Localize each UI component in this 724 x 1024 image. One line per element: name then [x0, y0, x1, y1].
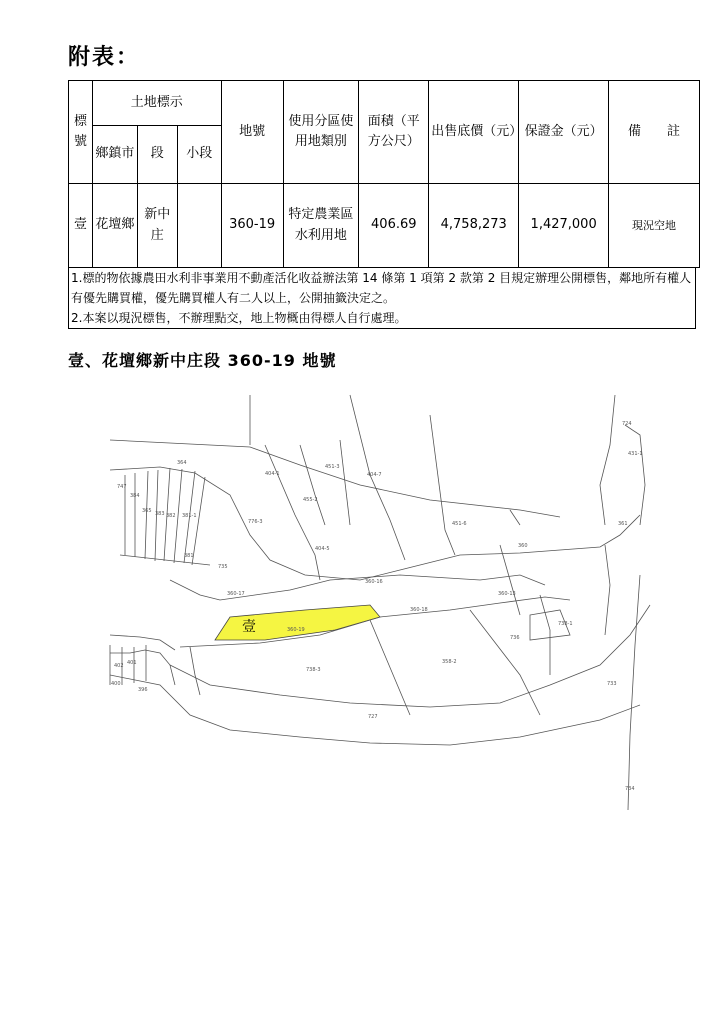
boundary-line — [190, 647, 200, 695]
map-subtitle: 壹、花壇鄉新中庄段 360-19 地號 — [68, 351, 337, 370]
parcel-label: 360-13 — [498, 591, 516, 597]
remarks-box — [68, 268, 696, 329]
boundary-line — [110, 440, 560, 517]
parcel-label: 360-19 — [287, 627, 305, 633]
parcel-label: 383 — [155, 511, 165, 517]
parcel-label: 738-1 — [558, 621, 573, 627]
parcel-label: 733 — [607, 681, 617, 687]
parcel-label: 364 — [177, 460, 187, 466]
parcel-label: 358-2 — [442, 659, 457, 665]
boundary-line — [470, 610, 540, 715]
highlighted-parcel — [215, 605, 380, 640]
cadastral-map — [100, 385, 660, 815]
header-land: 土地標示 — [92, 81, 221, 126]
listing-table — [68, 80, 700, 268]
cell-price: 4,758,273 — [429, 184, 519, 268]
header-price: 出售底價（元） — [429, 81, 519, 184]
parcel-label: 404-7 — [367, 472, 382, 478]
parcel-label: 381-1 — [182, 513, 197, 519]
parcel-label: 776-3 — [248, 519, 263, 525]
boundary-line — [265, 445, 320, 580]
boundary-line — [340, 440, 350, 525]
boundary-line — [540, 595, 550, 675]
highlight-label: 壹 — [242, 619, 256, 635]
header-mark: 標號 — [69, 81, 93, 184]
boundary-line — [370, 620, 410, 715]
parcel-label: 736 — [510, 635, 520, 641]
header-deposit: 保證金（元） — [519, 81, 609, 184]
cell-deposit: 1,427,000 — [519, 184, 609, 268]
parcel-label: 396 — [138, 687, 148, 693]
header-township: 鄉鎮市 — [92, 126, 137, 184]
parcel-label: 451-6 — [452, 521, 467, 527]
boundary-line — [625, 425, 645, 525]
parcel-label: 381 — [184, 553, 194, 559]
boundary-line — [605, 545, 610, 635]
boundary-line — [510, 510, 520, 525]
boundary-line — [628, 575, 640, 810]
parcel-label: 455-2 — [303, 497, 318, 503]
parcel-label: 384 — [130, 493, 140, 499]
boundary-line — [600, 395, 615, 525]
boundary-line — [110, 675, 640, 745]
cell-zoning: 特定農業區水利用地 — [283, 184, 359, 268]
parcel-label: 404-5 — [315, 546, 330, 552]
remark-1: 1.標的物依據農田水利非事業用不動產活化收益辦法第 14 條第 1 項第 2 款第 2 目規定辦理公開標售，鄰地所有權人有優先購買權，優先購買權人有二人以上，公開抽籤決定之。 — [71, 271, 692, 305]
parcel-label: 360-17 — [227, 591, 245, 597]
boundary-line — [120, 555, 210, 565]
boundary-line — [110, 635, 175, 650]
cell-subsection — [177, 184, 221, 268]
cell-lot-no: 360-19 — [221, 184, 283, 268]
parcel-label: 360 — [518, 543, 528, 549]
parcel-label: 382 — [166, 513, 176, 519]
boundary-line — [300, 445, 325, 525]
parcel-label: 360-18 — [410, 607, 428, 613]
header-section: 段 — [137, 126, 177, 184]
parcel-label: 738-3 — [306, 667, 321, 673]
parcel-label: 727 — [368, 714, 378, 720]
parcel-label: 400 — [111, 681, 121, 687]
parcel-label: 365 — [142, 508, 152, 514]
cell-area: 406.69 — [359, 184, 429, 268]
parcel-label: 404-1 — [265, 471, 280, 477]
parcel-label: 401 — [127, 660, 137, 666]
parcel-label: 431-1 — [628, 451, 643, 457]
header-note: 備 註 — [609, 81, 700, 184]
remark-2: 2.本案以現況標售，不辦理點交，地上物概由得標人自行處理。 — [71, 311, 407, 325]
cell-section: 新中庄 — [137, 184, 177, 268]
cell-note: 現況空地 — [609, 184, 700, 268]
page-title: 附表： — [68, 45, 141, 70]
parcel-label: 747 — [117, 484, 127, 490]
header-area: 面積（平方公尺） — [359, 81, 429, 184]
parcel-label: 734 — [625, 786, 635, 792]
boundary-line — [500, 545, 520, 615]
cell-township: 花壇鄉 — [92, 184, 137, 268]
parcel-label: 360-16 — [365, 579, 383, 585]
cell-mark: 壹 — [69, 184, 93, 268]
header-zoning: 使用分區使用地類別 — [283, 81, 359, 184]
boundary-line — [430, 415, 455, 555]
parcel-label: 402 — [114, 663, 124, 669]
parcel-label: 451-3 — [325, 464, 340, 470]
parcel-label: 724 — [622, 421, 632, 427]
header-subsection: 小段 — [177, 126, 221, 184]
header-lot-no: 地號 — [221, 81, 283, 184]
parcel-label: 361 — [618, 521, 628, 527]
parcel-label: 735 — [218, 564, 228, 570]
